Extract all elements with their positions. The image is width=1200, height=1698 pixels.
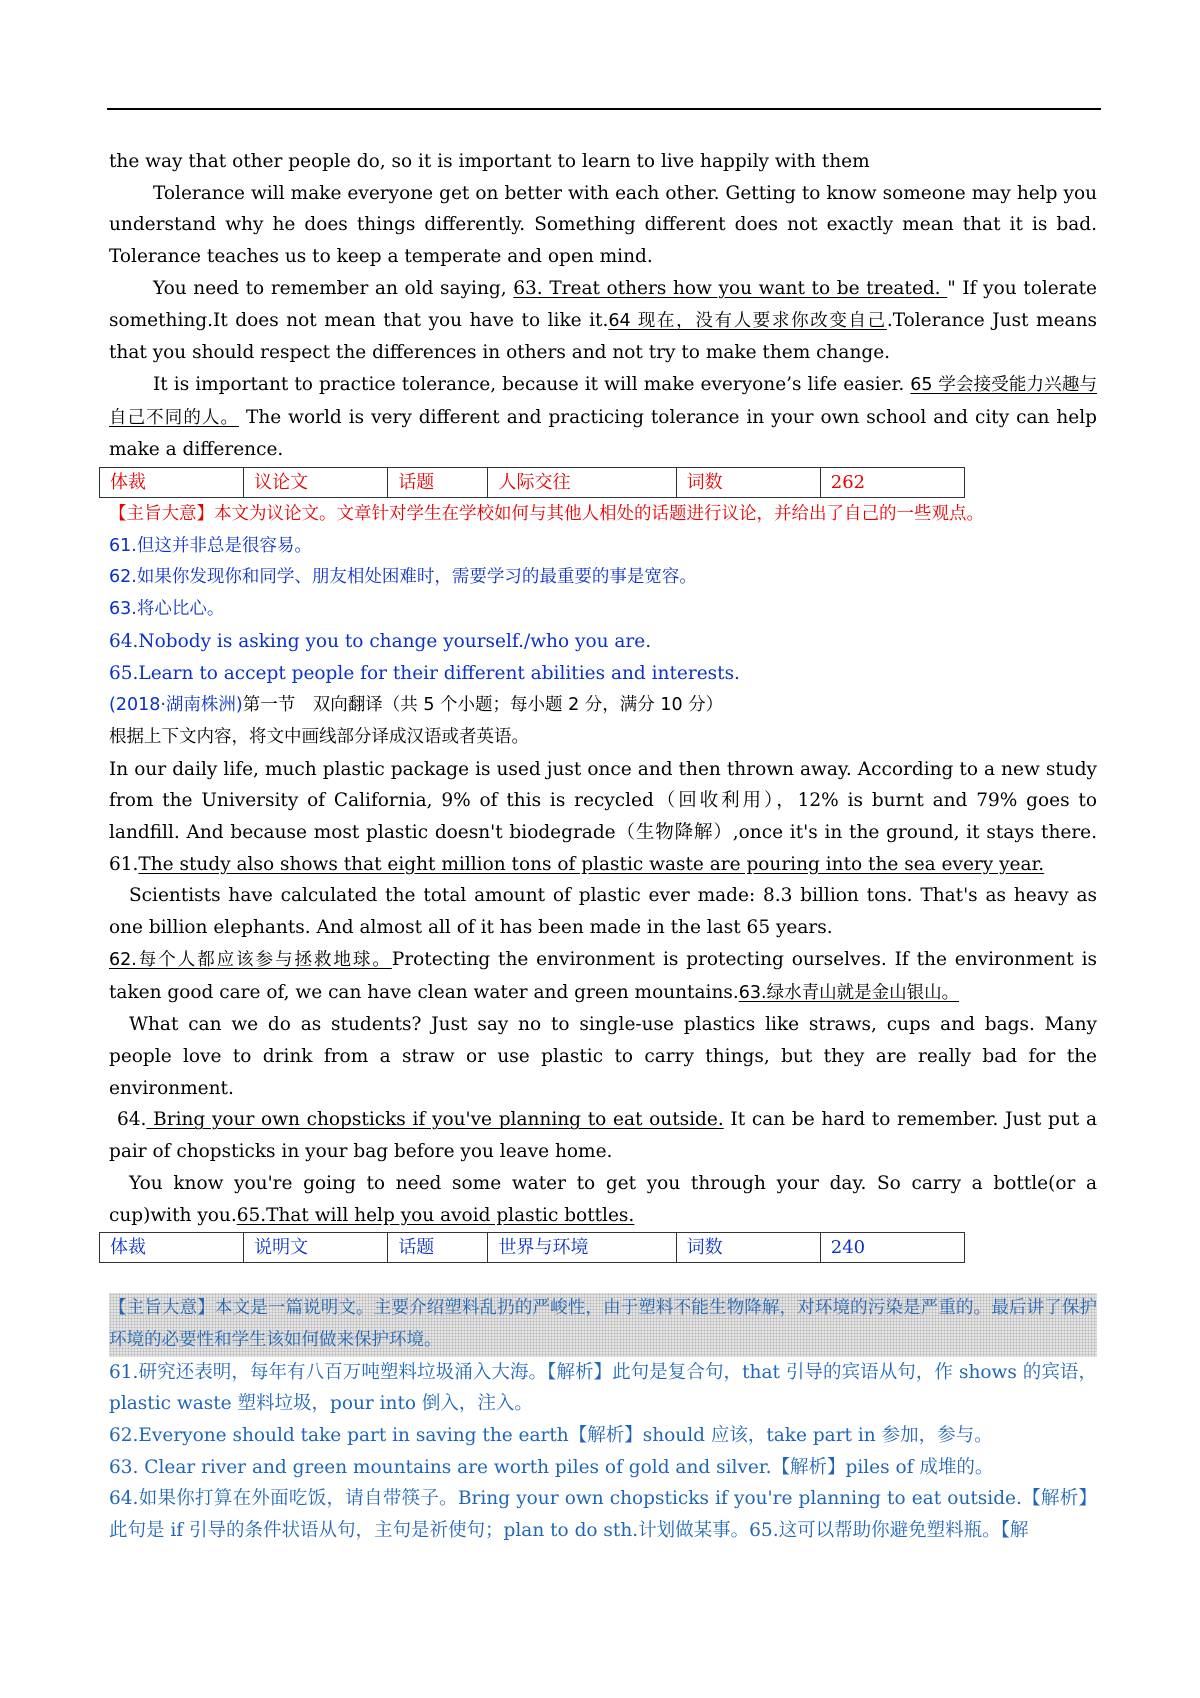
word-count-label: 词数 (676, 468, 820, 498)
underlined-q65: 65 学会接受能力兴趣与自己不同的人。 (109, 374, 1097, 428)
text-span: Protecting the environment is protecting ourselves. If the environment is taken good care of, we can have clean water and green mountains. (109, 948, 1097, 1003)
topic-label: 话题 (388, 1233, 488, 1263)
summary-1: 【主旨大意】本文为议论文。文章针对学生在学校如何与其他人相处的话题进行议论，并给出了自己的一些观点。 (109, 504, 984, 525)
text-span: " If you tolerate something.It does not mean that you have to like it. (109, 277, 1097, 331)
passage1-para3 (109, 369, 1097, 466)
text-span: .Tolerance Just means that you should respect the differences in others and not try to make them change. (109, 309, 1097, 364)
header-rule (107, 108, 1101, 110)
text-span: You know you're going to need some water to get you through your day. So carry a bottle(or a cup)with you. (109, 1172, 1097, 1226)
answer-62: 62.如果你发现你和同学、朋友相处困难时，需要学习的最重要的事是宽容。 (109, 567, 697, 588)
topic-value: 世界与环境 (488, 1233, 676, 1263)
underlined-q64: 64 现在，没有人要求你改变自己 (608, 310, 887, 331)
answer-64: 64.Nobody is asking you to change yourself./who you are. (109, 630, 652, 652)
passage2-para1 (109, 754, 1097, 881)
answer2-63: 63. Clear river and green mountains are worth piles of gold and silver.【解析】piles of 成堆的。 (109, 1456, 994, 1478)
info-table-1 (99, 467, 965, 498)
answer-65: 65.Learn to accept people for their different abilities and interests. (109, 662, 740, 684)
word-count-value: 240 (820, 1233, 964, 1263)
passage1-para2 (109, 273, 1097, 369)
genre-value: 议论文 (244, 468, 388, 498)
text-span: The world is very different and practicing tolerance in your own school and city can help make a difference. (109, 406, 1097, 461)
topic-value: 人际交往 (488, 468, 676, 498)
source-tag: (2018·湖南株洲) (109, 695, 243, 716)
text-span: It is important to practice tolerance, because it will make everyone’s life easier. (153, 373, 911, 395)
passage1-para1: Tolerance will make everyone get on better with each other. Getting to know someone may help you understand why he does things differently. Something different does not exactly mean that it is bad. Tolerance teaches us to keep a temperate and open mind. (109, 182, 1097, 268)
answer2-61: 61.研究还表明，每年有八百万吨塑料垃圾涌入大海。【解析】此句是复合句，that 引导的宾语从句，作 shows 的宾语，plastic waste 塑料垃圾，pour into 倒入，注入。 (109, 1361, 1097, 1415)
word-count-value: 262 (820, 468, 964, 498)
topic-label: 话题 (388, 468, 488, 498)
underlined-q61: The study also shows that eight million tons of plastic waste are pouring into the sea every year. (138, 853, 1045, 875)
summary-2: 【主旨大意】本文是一篇说明文。主要介绍塑料乱扔的严峻性，由于塑料不能生物降解，对环境的污染是严重的。最后讲了保护环境的必要性和学生该如何做来保护环境。 (109, 1293, 1097, 1356)
page-content (109, 146, 1097, 1547)
section2-heading (109, 689, 1097, 722)
section2-instruction: 根据上下文内容，将文中画线部分译成汉语或者英语。 (109, 726, 529, 747)
answer-63: 63.将心比心。 (109, 599, 225, 620)
answer2-64-65: 64.如果你打算在外面吃饭，请自带筷子。Bring your own chopsticks if you're planning to eat outside.【解析】此句是 if 引导的条件状语从句，主句是祈使句；plan to do sth.计划做某事。65.这可以帮助你避免塑料瓶。【解 (109, 1488, 1097, 1542)
underlined-q62: 62.每个人都应该参与拯救地球。 (109, 949, 392, 970)
passage2-para2: Scientists have calculated the total amount of plastic ever made: 8.3 billion tons. That's as heavy as one billion elephants. And almost all of it has been made in the last 65 years. (109, 885, 1097, 939)
text-span: In our daily life, much plastic package is used just once and then thrown away. According to a new study from the University of California, 9% of this is recycled（回收利用），12% is burnt and 79% goes to landfill. And because most plastic doesn't biodegrade（生物降解）,once it's in the ground, it stays there. 61. (109, 758, 1097, 875)
genre-value: 说明文 (244, 1233, 388, 1263)
passage2-para5 (109, 1104, 1097, 1167)
text-span: You need to remember an old saying, (153, 277, 514, 299)
underlined-q63: 63. Treat others how you want to be treated. (513, 277, 948, 299)
answer2-62: 62.Everyone should take part in saving the earth【解析】should 应该，take part in 参加，参与。 (109, 1425, 993, 1447)
genre-label: 体裁 (100, 468, 244, 498)
text-span: 64. (117, 1109, 147, 1131)
word-count-label: 词数 (676, 1233, 820, 1263)
passage2-para6 (109, 1168, 1097, 1231)
underlined-q63: 63.绿水青山就是金山银山。 (738, 982, 960, 1003)
underlined-q65: 65.That will help you avoid plastic bottles. (236, 1204, 635, 1226)
passage2-para3 (109, 944, 1097, 1009)
answer-61: 61.但这并非总是很容易。 (109, 535, 312, 556)
section-title: 第一节 双向翻译（共 5 个小题；每小题 2 分，满分 10 分） (242, 695, 724, 716)
passage1-line0: the way that other people do, so it is important to learn to live happily with them (109, 151, 870, 172)
passage2-para4: What can we do as students? Just say no to single-use plastics like straws, cups and bags. Many people love to drink from a straw or use plastic to carry things, but they are really bad for the environment. (109, 1014, 1097, 1099)
genre-label: 体裁 (100, 1233, 244, 1263)
info-table-2 (99, 1232, 965, 1263)
text-span: It can be hard to remember. Just put a pair of chopsticks in your bag before you leave home. (109, 1109, 1098, 1163)
underlined-q64: Bring your own chopsticks if you've planning to eat outside. (146, 1109, 724, 1131)
